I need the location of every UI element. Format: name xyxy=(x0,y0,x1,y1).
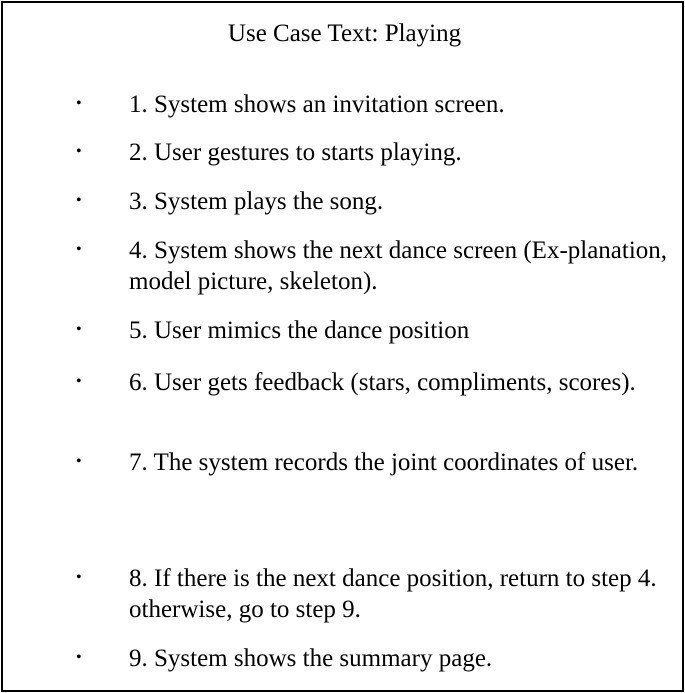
use-case-frame xyxy=(1,1,684,692)
step-text: 4. System shows the next dance screen (Ex-planation, model picture, skeleton). xyxy=(129,237,668,295)
bullet-icon: • xyxy=(76,143,82,160)
bullet-icon: • xyxy=(76,192,82,209)
use-case-title: Use Case Text: Playing xyxy=(227,20,462,47)
bullet-icon: • xyxy=(76,321,82,338)
bullet-icon: • xyxy=(76,453,82,470)
bullet-icon: • xyxy=(76,373,82,390)
step-text: 5. User mimics the dance position xyxy=(129,317,470,344)
bullet-icon: • xyxy=(76,241,82,258)
bullet-icon: • xyxy=(76,95,82,112)
step-text: 7. The system records the joint coordinates of user. xyxy=(129,449,639,476)
step-text: 2. User gestures to starts playing. xyxy=(129,139,462,166)
bullet-icon: • xyxy=(76,649,82,666)
step-text: 3. System plays the song. xyxy=(129,188,384,215)
step-text: 9. System shows the summary page. xyxy=(129,645,493,672)
step-text: 8. If there is the next dance position, return to step 4. otherwise, go to step 9. xyxy=(129,565,657,623)
step-text: 1. System shows an invitation screen. xyxy=(129,91,505,118)
bullet-icon: • xyxy=(76,569,82,586)
step-text: 6. User gets feedback (stars, compliments, scores). xyxy=(129,369,636,396)
